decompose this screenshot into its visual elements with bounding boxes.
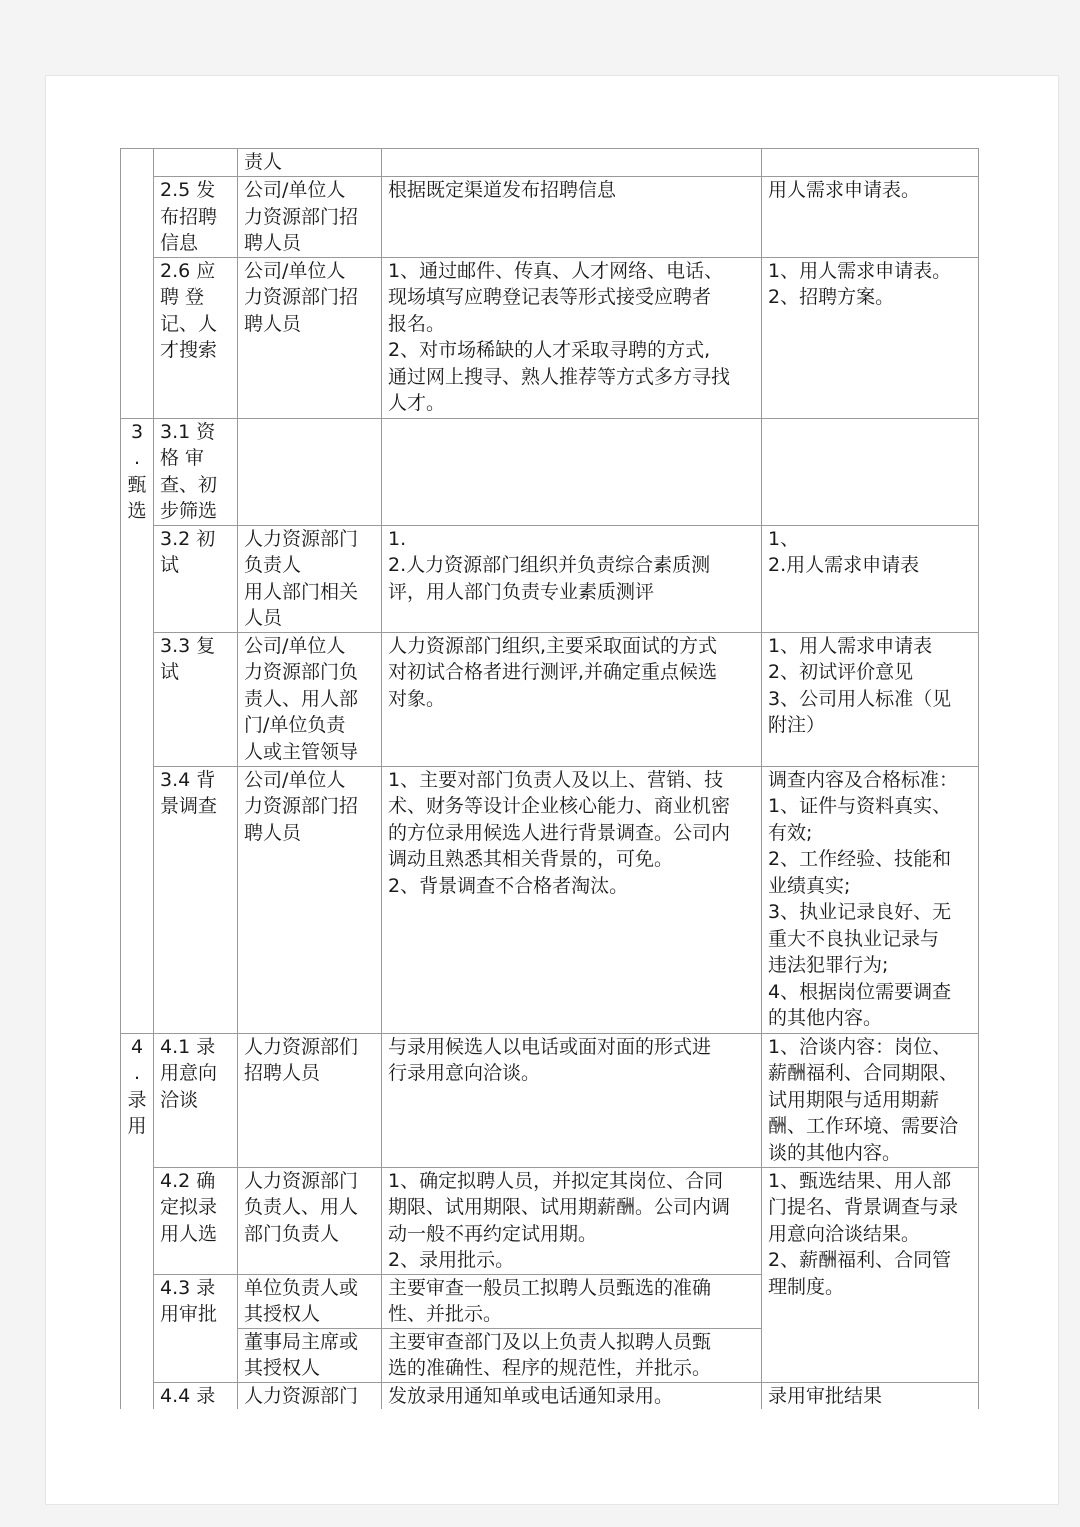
cell-line: 门提名、背景调查与录 [768,1196,959,1218]
basis-cell [762,1033,979,1167]
cell-line: 人力资源部门 [244,527,359,550]
cell-line: 附注） [768,714,826,736]
stage-cell [121,149,154,419]
cell-line: 行录用意向洽谈。 [388,1062,541,1084]
cell-line: 力资源部门招 [244,205,359,228]
cell-line: 聘人员 [244,312,302,335]
cell-line: 评，用人部门负责专业素质测评 [388,580,655,603]
cell-line: 术、财务等设计企业核心能力、商业机密 [388,795,731,817]
cell-line: 2、背景调查不合格者淘汰。 [388,874,629,897]
basis-cell [762,1382,979,1409]
cell-line: 与录用候选人以电话或面对面的形式进 [388,1035,712,1058]
responsible-cell [238,1382,382,1409]
cell-line: 4.2 确 [160,1169,216,1192]
cell-line: 2、薪酬福利、合同管 [768,1249,952,1271]
step-cell [154,1167,238,1274]
cell-line: 人力资源部门 [244,1384,359,1407]
cell-line: 动一般不再约定试用期。 [388,1222,598,1245]
responsible-cell [238,1274,382,1328]
cell-line: 2、对市场稀缺的人才采取寻聘的方式, [388,339,711,361]
responsible-cell [238,177,382,258]
content-cell [382,257,762,418]
cell-line: 人力资源部门组织,主要采取面试的方式 [388,634,718,657]
cell-line: 才搜索 [160,339,218,361]
table-row [121,632,979,766]
cell-line: 责人 [244,151,283,173]
cell-line: 景调查 [160,795,218,817]
cell-line: 负责人、用人 [244,1196,359,1218]
content-cell [382,1274,762,1328]
responsible-cell [238,1328,382,1382]
cell-line: 1、确定拟聘人员，并拟定其岗位、合同 [388,1169,724,1192]
cell-line: 3 [130,420,144,443]
stage-cell [121,418,154,1033]
cell-line: 发放录用通知单或电话通知录用。 [388,1384,674,1407]
step-cell [154,766,238,1033]
cell-line: 用审批 [160,1303,218,1325]
cell-line: . [133,447,141,469]
cell-line: 聘 登 [160,286,205,308]
cell-line: 1、用人需求申请表。 [768,259,952,282]
cell-line: 3.4 背 [160,768,216,791]
cell-line: 录用审批结果 [768,1384,883,1407]
cell-line: 选 [127,500,147,522]
content-cell [382,1033,762,1167]
cell-line: 门/单位负责 [244,714,346,736]
table-row [121,766,979,1033]
cell-line: 4、根据岗位需要调查 [768,980,952,1003]
cell-line: 1、洽谈内容：岗位、 [768,1035,952,1058]
cell-line: 期限、试用期限、试用期薪酬。公司内调 [388,1196,731,1218]
responsible-cell [238,1033,382,1167]
cell-line: 重大不良执业记录与 [768,927,940,950]
cell-line: 公司/单位人 [244,768,346,791]
cell-line: 用人部门相关 [244,580,359,603]
cell-line: 其授权人 [244,1303,321,1325]
cell-line: 人力资源部们 [244,1035,359,1058]
cell-line: 用人需求申请表。 [768,179,921,201]
cell-line: 4.3 录 [160,1276,216,1299]
cell-line: 甄 [127,473,147,496]
step-cell [154,177,238,258]
cell-line: 试 [160,554,180,576]
cell-line: 其授权人 [244,1357,321,1379]
cell-line: 4.4 录 [160,1384,216,1407]
responsible-cell [238,1167,382,1274]
cell-line: 2、工作经验、技能和 [768,848,952,870]
cell-line: 业绩真实; [768,874,851,897]
cell-line: 用意向 [160,1062,218,1084]
table-row [121,525,979,632]
content-cell [382,1382,762,1409]
basis-cell [762,525,979,632]
cell-line: 有效; [768,821,813,844]
table-row [121,149,979,177]
cell-line: 谈的其他内容。 [768,1141,902,1164]
cell-line: 定拟录 [160,1196,218,1218]
table-row [121,1033,979,1167]
step-cell [154,257,238,418]
cell-line: 布招聘 [160,205,218,228]
cell-line: 人或主管领导 [244,740,359,763]
basis-cell [762,632,979,766]
step-cell [154,1274,238,1382]
content-cell [382,1328,762,1382]
basis-cell [762,418,979,525]
cell-line: 主要审查部门及以上负责人拟聘人员甄 [388,1330,712,1353]
cell-line: 4.1 录 [160,1035,216,1058]
cell-line: 用 [127,1115,147,1137]
cell-line: 根据既定渠道发布招聘信息 [388,179,617,201]
cell-line: 3.1 资 [160,420,216,443]
cell-line: 性、并批示。 [388,1303,503,1325]
basis-cell [762,1167,979,1382]
cell-line: 3.2 初 [160,527,216,550]
cell-line: 人员 [244,607,283,629]
content-cell [382,177,762,258]
cell-line: 聘人员 [244,232,302,254]
cell-line: 用意向洽谈结果。 [768,1222,921,1245]
cell-line: 2.用人需求申请表 [768,554,920,576]
cell-line: 试 [160,661,180,683]
cell-line: 2、录用批示。 [388,1249,515,1271]
cell-line: 报名。 [388,312,446,335]
cell-line: 3.3 复 [160,634,216,657]
cell-line: 主要审查一般员工拟聘人员甄选的准确 [388,1276,712,1299]
step-cell [154,1382,238,1409]
cell-line: 对初试合格者进行测评,并确定重点候选 [388,661,718,683]
cell-line: 1、用人需求申请表 [768,634,933,657]
responsible-cell [238,632,382,766]
cell-line: 用人选 [160,1222,218,1245]
table-row [121,257,979,418]
cell-line: 洽谈 [160,1088,199,1111]
cell-line: 力资源部门招 [244,286,359,308]
cell-line: 2.人力资源部门组织并负责综合素质测 [388,554,711,576]
content-cell [382,525,762,632]
cell-line: 董事局主席或 [244,1330,359,1353]
cell-line: 2、招聘方案。 [768,286,895,308]
content-cell [382,766,762,1033]
cell-line: 人力资源部门 [244,1169,359,1192]
table-row [121,1167,979,1274]
cell-line: 公司/单位人 [244,179,346,201]
cell-line: 单位负责人或 [244,1276,359,1299]
cell-line: 2.6 应 [160,259,216,282]
cell-line: 格 审 [160,447,205,469]
cell-line: 部门负责人 [244,1222,340,1245]
cell-line: 1、通过邮件、传真、人才网络、电话、 [388,259,724,282]
table-row [121,177,979,258]
responsible-cell [238,257,382,418]
recruitment-process-table [120,148,979,1409]
cell-line: 公司/单位人 [244,259,346,282]
cell-line: 理制度。 [768,1275,845,1298]
step-cell [154,418,238,525]
cell-line: 4 [130,1035,144,1058]
cell-line: 记、人 [160,312,218,335]
cell-line: 录 [127,1088,147,1111]
cell-line: 1、甄选结果、用人部 [768,1169,952,1192]
cell-line: 现场填写应聘登记表等形式接受应聘者 [388,286,712,308]
basis-cell [762,149,979,177]
cell-line: 薪酬福利、合同期限、 [768,1062,959,1084]
cell-line: 公司/单位人 [244,634,346,657]
cell-line: 酬、工作环境、需要洽 [768,1115,959,1137]
cell-line: 违法犯罪行为; [768,954,889,976]
basis-cell [762,766,979,1033]
cell-line: 3、公司用人标准（见 [768,687,952,710]
cell-line: 力资源部门负 [244,661,359,683]
responsible-cell [238,149,382,177]
basis-cell [762,177,979,258]
step-cell [154,1033,238,1167]
cell-line: . [133,1062,141,1084]
cell-line: 调查内容及合格标准： [768,768,959,791]
cell-line: 人才。 [388,392,446,414]
cell-line: 1、证件与资料真实、 [768,795,952,817]
cell-line: 1、主要对部门负责人及以上、营销、技 [388,768,724,791]
cell-line: 1. [388,527,407,550]
cell-line: 1、 [768,527,800,550]
content-cell [382,418,762,525]
cell-line: 的方位录用候选人进行背景调查。公司内 [388,821,731,844]
responsible-cell [238,525,382,632]
cell-line: 选的准确性、程序的规范性，并批示。 [388,1357,712,1379]
cell-line: 招聘人员 [244,1062,321,1084]
cell-line: 通过网上搜寻、熟人推荐等方式多方寻找 [388,365,731,388]
step-cell [154,525,238,632]
cell-line: 力资源部门招 [244,795,359,817]
cell-line: 的其他内容。 [768,1007,883,1029]
cell-line: 2.5 发 [160,179,216,201]
cell-line: 2、初试评价意见 [768,661,914,683]
cell-line: 3、执业记录良好、无 [768,901,952,923]
table-row [121,418,979,525]
cell-line: 聘人员 [244,821,302,844]
responsible-cell [238,766,382,1033]
cell-line: 负责人 [244,554,302,576]
table-row [121,1382,979,1409]
cell-line: 责人、用人部 [244,687,359,710]
cell-line: 试用期限与适用期薪 [768,1088,940,1111]
cell-line: 信息 [160,232,199,254]
content-cell [382,632,762,766]
step-cell [154,149,238,177]
content-cell [382,149,762,177]
content-cell [382,1167,762,1274]
responsible-cell [238,418,382,525]
step-cell [154,632,238,766]
cell-line: 步筛选 [160,500,218,522]
cell-line: 查、初 [160,473,218,496]
stage-cell [121,1033,154,1409]
cell-line: 调动且熟悉其相关背景的，可免。 [388,848,674,870]
basis-cell [762,257,979,418]
cell-line: 对象。 [388,687,446,710]
